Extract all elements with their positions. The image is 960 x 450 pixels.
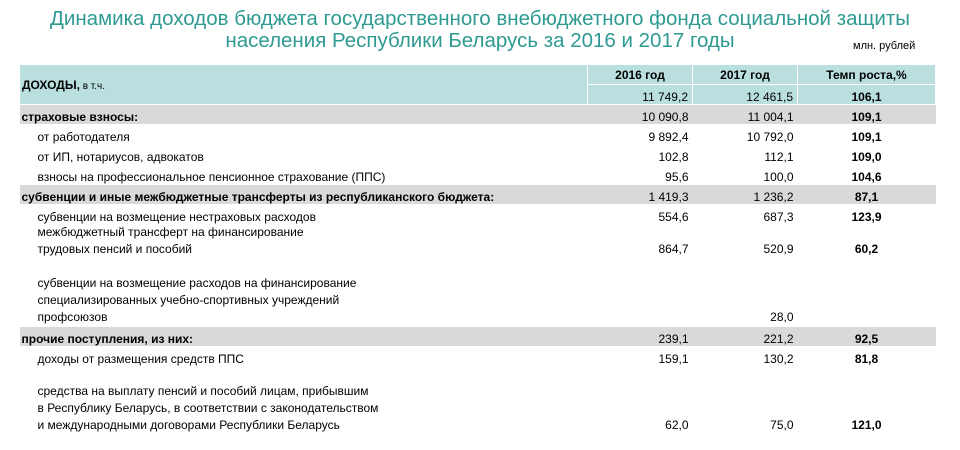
value-rate: 104,6 (851, 170, 882, 184)
row-label (20, 105, 588, 125)
value-rate: 87,1 (798, 185, 936, 205)
row-label-line: в Республику Беларусь, в соответствии с законодательством (37, 401, 379, 415)
unit-label: млн. рублей (853, 40, 916, 52)
value-2017: 75,0 (770, 418, 794, 432)
table-row (20, 105, 936, 125)
value-2017: 112,1 (764, 150, 794, 164)
total-2017: 12 461,5 (693, 85, 798, 105)
value-rate (798, 258, 936, 327)
table-row (20, 327, 936, 347)
row-label (20, 164, 588, 185)
total-rate: 106,1 (798, 85, 936, 105)
title-line-2: населения Республики Беларусь за 2016 и 2017 годы (225, 29, 735, 52)
row-label (20, 124, 588, 144)
value-2016: 62,0 (665, 418, 689, 432)
value-2017: 687,3 (763, 210, 794, 224)
table-row (20, 346, 936, 366)
row-label (20, 144, 588, 164)
title-line-1: Динамика доходов бюджета государственного внебюджетного фонда социальной защиты (50, 7, 910, 30)
table-row (20, 185, 936, 205)
value-2016: 864,7 (658, 242, 689, 256)
income-table (19, 64, 936, 434)
table-row (20, 204, 936, 224)
total-2016: 11 749,2 (588, 85, 693, 105)
row-label-line: трудовых пенсий и пособий (37, 242, 192, 256)
row-label-line: профсоюзов (37, 310, 108, 324)
value-2017: 130,2 (763, 352, 794, 366)
value-2016: 159,1 (658, 352, 689, 366)
row-label (20, 327, 588, 347)
value-2017: 1 236,2 (693, 185, 798, 205)
row-label-line: субвенции на возмещение расходов на финансирование (37, 276, 357, 290)
value-rate: 121,0 (851, 418, 882, 432)
table-row (20, 144, 936, 164)
table-row (20, 258, 936, 327)
table-row (20, 366, 936, 434)
row-label (20, 204, 588, 224)
header-2016: 2016 год (588, 65, 693, 85)
row-label-line: доходы от размещения средств ППС (37, 352, 244, 366)
row-label-line: субвенции и иные межбюджетные трансферты из республиканского бюджета: (21, 190, 495, 204)
row-label-line: от ИП, нотариусов, адвокатов (37, 150, 204, 164)
header-label-main: ДОХОДЫ, (22, 77, 80, 92)
row-label-line: субвенции на возмещение нестраховых расходов (37, 210, 316, 224)
value-2017: 11 004,1 (693, 105, 798, 125)
header-label-suffix: в т.ч. (79, 80, 106, 92)
header-rate: Темп роста,% (798, 65, 936, 85)
value-2017: 28,0 (770, 310, 794, 324)
header-row (20, 65, 936, 85)
value-2016: 554,6 (658, 210, 689, 224)
row-label-line (38, 258, 588, 275)
row-label (20, 224, 588, 258)
value-2016: 102,8 (658, 150, 689, 164)
value-2017: 221,2 (693, 327, 798, 347)
value-rate: 109,1 (851, 130, 882, 144)
value-2017: 520,9 (763, 242, 794, 256)
page-title (0, 8, 960, 52)
value-2016: 95,6 (665, 170, 689, 184)
table-row (20, 164, 936, 185)
value-rate: 123,9 (851, 210, 882, 224)
table-row (20, 224, 936, 258)
value-rate: 60,2 (854, 242, 879, 256)
table-row (20, 124, 936, 144)
value-2016 (588, 258, 693, 327)
row-label-line: прочие поступления, из них: (21, 332, 194, 346)
value-rate: 109,1 (798, 105, 936, 125)
value-2016: 9 892,4 (648, 130, 689, 144)
row-label (20, 346, 588, 366)
value-2017: 100,0 (763, 170, 794, 184)
value-rate: 92,5 (798, 327, 936, 347)
value-2016: 1 419,3 (588, 185, 693, 205)
header-income-label (20, 65, 588, 105)
row-label-line: средства на выплату пенсий и пособий лицам, прибывшим (37, 384, 369, 398)
value-2016: 239,1 (588, 327, 693, 347)
row-label-line: межбюджетный трансферт на финансирование (37, 225, 304, 239)
value-2016: 10 090,8 (588, 105, 693, 125)
row-label (20, 258, 588, 327)
row-label-line: страховые взносы: (21, 110, 139, 124)
row-label-line: взносы на профессиональное пенсионное страхование (ППС) (37, 170, 386, 184)
row-label-line: и международными договорами Республики Беларусь (37, 418, 340, 432)
value-2017: 10 792,0 (746, 130, 794, 144)
row-label-line: специализированных учебно-спортивных учреждений (37, 293, 340, 307)
row-label (20, 185, 588, 205)
header-2017: 2017 год (693, 65, 798, 85)
value-rate: 109,0 (851, 150, 882, 164)
row-label (20, 366, 588, 434)
row-label-line (38, 366, 588, 383)
value-rate: 81,8 (854, 352, 879, 366)
row-label-line: от работодателя (37, 130, 130, 144)
